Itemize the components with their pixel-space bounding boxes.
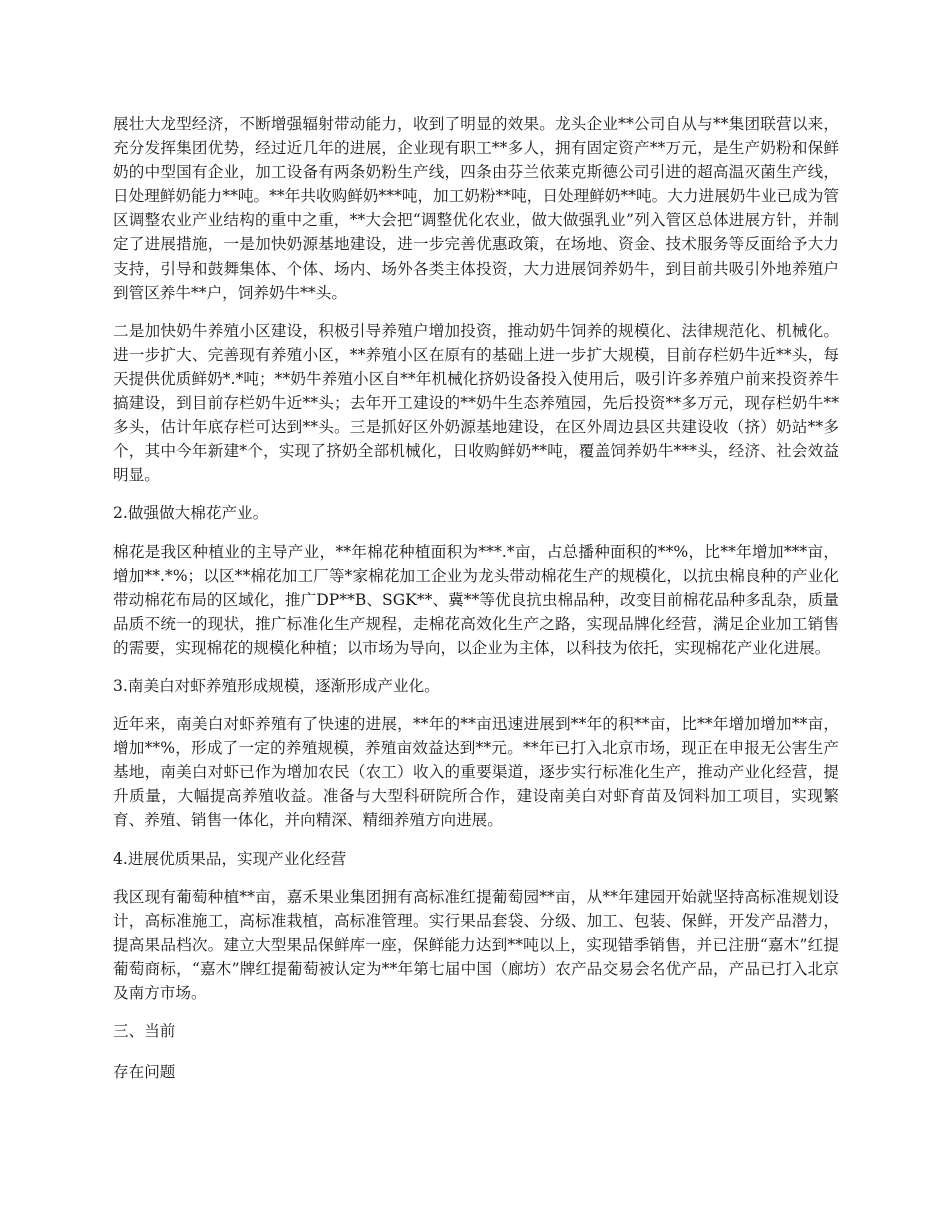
document-page xyxy=(113,112,839,1098)
paragraph-dairy-leader: 展壮大龙型经济，不断增强辐射带动能力，收到了明显的效果。龙头企业**公司自从与**集团联营以来，充分发挥集团优势，经过近几年的进展，企业现有职工**多人，拥有固定资产**万元，是生产奶粉和保鲜奶的中型国有企业，加工设备有两条奶粉生产线，四条由芬兰依莱克斯德公司引进的超高温灭菌生产线，日处理鲜奶能力**吨。**年共收购鲜奶***吨，加工奶粉**吨，日处理鲜奶**吨。大力进展奶牛业已成为管区调整农业产业结构的重中之重，**大会把“调整优化农业，做大做强乳业”列入管区总体进展方针，并制定了进展措施，一是加快奶源基地建设，进一步完善优惠政策，在场地、资金、技术服务等反面给予大力支持，引导和鼓舞集体、个体、场内、场外各类主体投资，大力进展饲养奶牛，到目前共吸引外地养殖户到管区养牛**户，饲养奶牛**头。 xyxy=(113,115,839,302)
heading-existing-problems: 存在问题 xyxy=(113,1063,176,1082)
paragraph-cotton: 棉花是我区种植业的主导产业，**年棉花种植面积为***.*亩，占总播种面积的**%，比**年增加***亩，增加**.*%；以区**棉花加工厂等*家棉花加工企业为龙头带动棉花生产的规模化，以抗虫棉良种的产业化带动棉花布局的区域化，推广DP**B、SGK**、冀**等优良抗虫棉品种，改变目前棉花品种多乱杂，质量品质不统一的现状，推广标准化生产规程，走棉花高效化生产之路，实现品牌化经营，满足企业加工销售的需要，实现棉花的规模化种植；以市场为导向，以企业为主体，以科技为依托，实现棉花产业化进展。 xyxy=(113,542,839,657)
paragraph-dairy-breeding-zone: 二是加快奶牛养殖小区建设，积极引导养殖户增加投资，推动奶牛饲养的规模化、法律规范化、机械化。进一步扩大、完善现有养殖小区，**养殖小区在原有的基础上进一步扩大规模，目前存栏奶牛近**头，每天提供优质鲜奶*.*吨；**奶牛养殖小区自**年机械化挤奶设备投入使用后，吸引许多养殖户前来投资养牛搞建设，到目前存栏奶牛近**头；去年开工建设的**奶牛生态养殖园，先后投资**多万元，现存栏奶牛**多头，估计年底存栏可达到**头。三是抓好区外奶源基地建设，在区外周边县区共建设收（挤）奶站**多个，其中今年新建*个，实现了挤奶全部机械化，日收购鲜奶**吨，覆盖饲养奶牛***头，经济、社会效益明显。 xyxy=(113,321,839,485)
heading-fruit-industry: 4.进展优质果品，实现产业化经营 xyxy=(113,849,347,868)
heading-shrimp-farming: 3.南美白对虾养殖形成规模，逐渐形成产业化。 xyxy=(113,676,440,695)
heading-cotton-industry: 2.做强做大棉花产业。 xyxy=(113,504,269,523)
paragraph-shrimp: 近年来，南美白对虾养殖有了快速的进展，**年的**亩迅速进展到**年的积**亩，比**年增加增加**亩，增加**%，形成了一定的养殖规模，养殖亩效益达到**元。**年已打入北京市场，现正在申报无公害生产基地，南美白对虾已作为增加农民（农工）收入的重要渠道，逐步实行标准化生产，推动产业化经营，提升质量，大幅提高养殖收益。准备与大型科研院所合作，建设南美白对虾育苗及饲料加工项目，实现繁育、养殖、销售一体化，并向精深、精细养殖方向进展。 xyxy=(113,715,839,830)
heading-section-three: 三、当前 xyxy=(113,1022,176,1041)
paragraph-fruit: 我区现有葡萄种植**亩，嘉禾果业集团拥有高标准红提葡萄园**亩，从**年建园开始就坚持高标准规划设计，高标准施工，高标准栽植，高标准管理。实行果品套袋、分级、加工、包装、保鲜，开发产品潜力，提高果品档次。建立大型果品保鲜库一座，保鲜能力达到**吨以上，实现错季销售，并已注册“嘉木”红提葡萄商标，“嘉木”牌红提葡萄被认定为**年第七届中国（廊坊）农产品交易会名优产品，产品已打入北京及南方市场。 xyxy=(113,887,839,1002)
